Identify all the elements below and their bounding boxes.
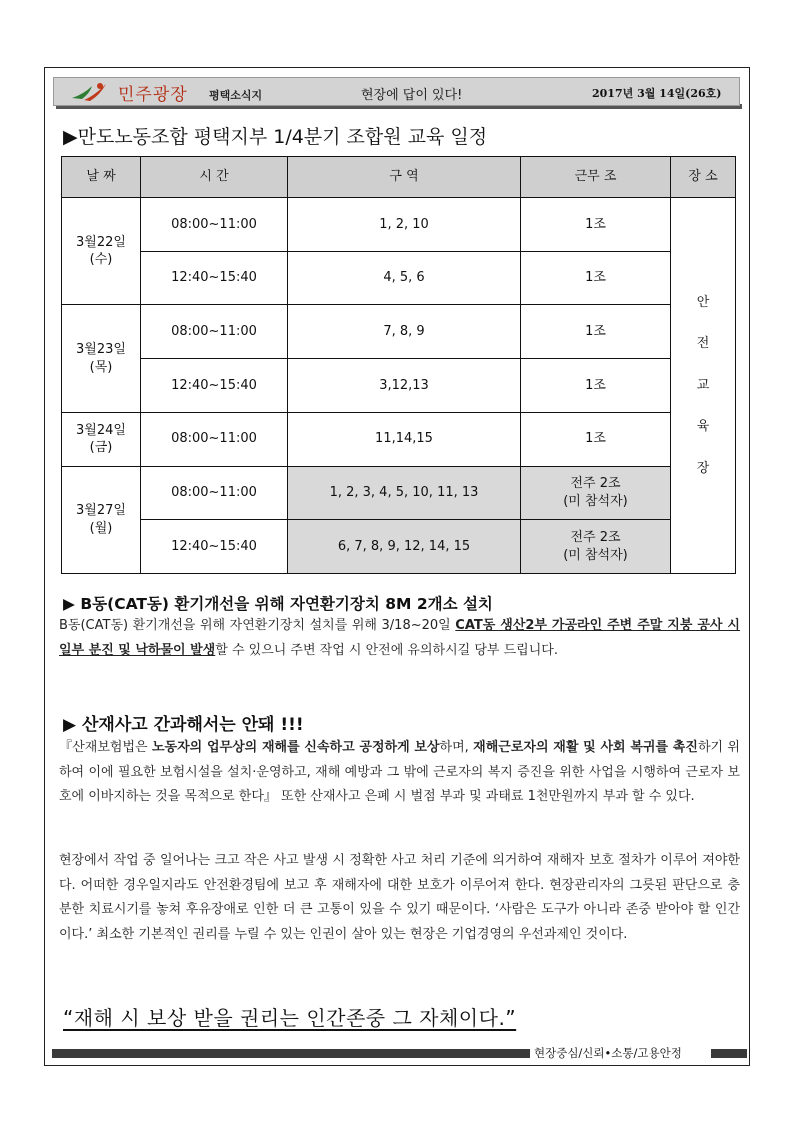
time-cell: 08:00~11:00 [141, 412, 288, 466]
shift-cell: 1조 [521, 305, 671, 359]
ventilation-heading: ▶ B동(CAT동) 환기개선을 위해 자연환기장치 8M 2개소 설치 [63, 595, 493, 613]
place-char: 교 [696, 377, 710, 393]
issue-date: 2017년 3월 14일(26호) [592, 87, 722, 100]
table-row [62, 198, 736, 252]
table-row [62, 305, 736, 359]
law-text: 하며, [439, 740, 474, 755]
zone-cell: 1, 2, 3, 4, 5, 10, 11, 13 [288, 466, 521, 520]
zone-cell: 3,12,13 [288, 359, 521, 413]
ventilation-text: 할 수 있으니 주변 작업 시 안전에 유의하시길 당부 드립니다. [215, 642, 558, 658]
footer-slogan: 현장중심/신뢰•소통/고용안정 [534, 1046, 682, 1060]
column-header: 구 역 [288, 157, 521, 198]
brand-subtitle: 평택소식지 [209, 89, 263, 102]
ventilation-warning: CAT동 생산2부 가공라인 주변 주말 지붕 공사 시 일부 분진 및 낙하물이 발생 [59, 618, 740, 658]
shift-cell: 1조 [521, 198, 671, 252]
column-header: 근무 조 [521, 157, 671, 198]
time-cell: 12:40~15:40 [141, 251, 288, 305]
zone-cell: 11,14,15 [288, 412, 521, 466]
place-char: 육 [696, 419, 710, 435]
table-row [62, 412, 736, 466]
date-cell [62, 412, 141, 466]
weekday: (월) [89, 520, 113, 536]
date: 3월24일 [76, 422, 126, 438]
table-row [62, 520, 736, 574]
shift-note: (미 참석자) [563, 493, 628, 509]
place-char: 전 [696, 336, 710, 352]
place-char: 장 [696, 460, 710, 476]
table-row [62, 466, 736, 520]
date: 3월23일 [76, 342, 126, 358]
accident-heading: ▶ 산재사고 간과해서는 안돼 !!! [63, 715, 304, 735]
date: 3월22일 [76, 234, 126, 250]
date-cell [62, 198, 141, 305]
shift-cell [521, 520, 671, 574]
brand-name: 민주광장 [118, 85, 188, 105]
footer-bar [52, 1049, 530, 1058]
table-row [62, 359, 736, 413]
field-paragraph: 현장에서 작업 중 일어나는 크고 작은 사고 발생 시 정확한 사고 처리 기준에 의거하여 재해자 보호 절차가 이루어 져야한다. 어떠한 경우일지라도 안전환경팀에 보고 후 재해자에 대한 보호가 이루어져 한다. 현장관리자의 그릇된 판단으로 충분한 치료시기를 놓쳐 후유장애로 인한 더 큰 고통이 있을 수 있기 때문이다. ‘사람은 도구가 아니라 존중 받아야 할 인간이다.’ 최소한 기본적인 권리를 누릴 수 있는 인권이 살아 있는 현장은 기업경영의 우선과제인 것이다. [59, 853, 740, 942]
column-header: 장 소 [671, 157, 736, 198]
education-schedule-table [61, 156, 736, 574]
table-header-row [62, 157, 736, 198]
footer-bar [711, 1049, 747, 1058]
date-cell [62, 466, 141, 573]
column-header: 날 짜 [62, 157, 141, 198]
weekday: (목) [89, 359, 113, 375]
shift-cell [521, 466, 671, 520]
masthead-slogan: 현장에 답이 있다! [361, 88, 463, 103]
shift: 전주 2조 [570, 476, 621, 492]
closing-quote: “재해 시 보상 받을 권리는 인간존중 그 자체이다.” [63, 1006, 517, 1030]
weekday: (금) [89, 440, 113, 456]
column-header: 시 간 [141, 157, 288, 198]
ventilation-text: B동(CAT동) 환기개선을 위해 자연환기장치 설치를 위해 3/18~20일 [59, 618, 456, 633]
weekday: (수) [89, 252, 113, 268]
zone-cell: 7, 8, 9 [288, 305, 521, 359]
time-cell: 12:40~15:40 [141, 520, 288, 574]
shift-cell: 1조 [521, 412, 671, 466]
shift-cell: 1조 [521, 359, 671, 413]
date: 3월27일 [76, 503, 126, 519]
law-text: 『산재보험법은 [59, 740, 152, 755]
table-row [62, 251, 736, 305]
law-emphasis: 노동자의 업무상의 재해를 신속하고 공정하게 보상 [151, 740, 440, 755]
law-text: 하기 위하여 이에 필요한 보험시설을 설치·운영하고, 재해 예방과 그 밖에 근로자의 복지 증진을 위한 사업을 시행하여 근로자 보호에 이바지하는 것을 목적으로 한다』 또한 산재사고 은폐 시 벌점 부과 및 과태료 1천만원까지 부과 할 수 있다. [59, 740, 740, 804]
shift-note: (미 참석자) [563, 547, 628, 563]
ventilation-paragraph [59, 614, 740, 663]
zone-cell: 6, 7, 8, 9, 12, 14, 15 [288, 520, 521, 574]
time-cell: 08:00~11:00 [141, 198, 288, 252]
shift: 전주 2조 [570, 530, 621, 546]
law-emphasis: 재해근로자의 재활 및 사회 복귀를 촉진 [473, 740, 698, 755]
time-cell: 12:40~15:40 [141, 359, 288, 413]
zone-cell: 4, 5, 6 [288, 251, 521, 305]
place-char: 안 [696, 294, 710, 310]
zone-cell: 1, 2, 10 [288, 198, 521, 252]
law-paragraph [59, 736, 740, 810]
schedule-heading: ▶만도노동조합 평택지부 1/4분기 조합원 교육 일정 [63, 126, 488, 148]
time-cell: 08:00~11:00 [141, 466, 288, 520]
time-cell: 08:00~11:00 [141, 305, 288, 359]
place-cell [671, 198, 736, 574]
date-cell [62, 305, 141, 412]
shift-cell: 1조 [521, 251, 671, 305]
logo-icon [70, 78, 110, 104]
